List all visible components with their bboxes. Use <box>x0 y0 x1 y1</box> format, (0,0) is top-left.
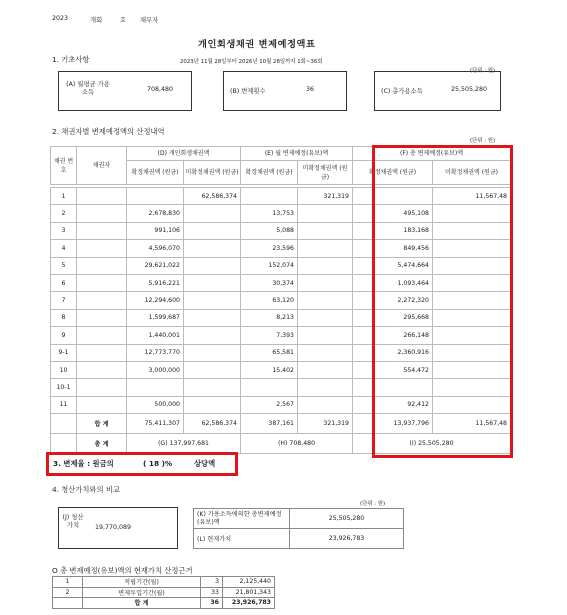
row-e-confirmed: 63,120 <box>241 292 298 309</box>
row-f-confirmed: 495,108 <box>353 205 433 222</box>
row-f-confirmed: 5,474,664 <box>353 257 433 274</box>
header-year: 2023 <box>52 15 69 22</box>
row-d-confirmed <box>127 188 184 205</box>
row-e-unconfirmed <box>298 257 353 274</box>
present-value-table <box>52 576 275 609</box>
section2-unit: (단위 : 원) <box>470 138 496 144</box>
row-f-confirmed: 266,148 <box>353 327 433 344</box>
repayment-rate-suffix: 상당액 <box>194 459 216 468</box>
row-no: 4 <box>51 240 77 257</box>
row-e-confirmed: 7,393 <box>241 327 298 344</box>
row-f-confirmed: 1,093,464 <box>353 274 433 291</box>
row-no: 3 <box>51 222 77 239</box>
header-group-f: (F) 총 변제예정(유보)액 <box>353 147 511 161</box>
row-e-unconfirmed <box>298 396 353 413</box>
row-e-unconfirmed <box>298 309 353 326</box>
header-court: 개회 <box>90 17 103 24</box>
section1-unit: (단위 : 원) <box>470 68 496 74</box>
box-b-label: (B) 변제횟수 <box>230 88 266 95</box>
box-l-label: (L) 현재가치 <box>194 529 290 549</box>
section2-title: 2. 채권자별 변제예정액의 산정내역 <box>52 127 165 136</box>
row-creditor <box>77 274 127 291</box>
header-col-no: 채권 번호 <box>51 147 77 185</box>
pv-sum-label: 합 계 <box>83 598 201 609</box>
sum-e2: 321,319 <box>298 414 353 434</box>
row-creditor <box>77 257 127 274</box>
row-e-unconfirmed <box>298 222 353 239</box>
box-k-value: 25,505,280 <box>290 509 404 529</box>
box-j-label: (J) 청산 가치 <box>62 514 84 529</box>
row-f-confirmed: 183,168 <box>353 222 433 239</box>
box-a-value: 708,480 <box>147 86 174 93</box>
header-col-creditor: 채권자 <box>77 147 127 185</box>
row-d-unconfirmed <box>184 396 241 413</box>
row-no: 1 <box>51 188 77 205</box>
row-e-confirmed: 152,074 <box>241 257 298 274</box>
row-f-confirmed: 2,272,320 <box>353 292 433 309</box>
row-no: 11 <box>51 396 77 413</box>
row-e-confirmed <box>241 188 298 205</box>
header-e-unconfirmed: 미확정채권액 (원금) <box>298 161 353 185</box>
box-a-label: (A) 월평균 가용소득 <box>66 81 110 96</box>
sum-label: 합 계 <box>77 414 127 434</box>
row-f-confirmed: 849,456 <box>353 240 433 257</box>
row-creditor <box>77 292 127 309</box>
row-d-confirmed: 29,621,022 <box>127 257 184 274</box>
box-b <box>223 71 347 111</box>
box-l-value: 23,926,783 <box>290 529 404 549</box>
row-e-confirmed: 2,567 <box>241 396 298 413</box>
doc-title: 개인회생채권 변제예정액표 <box>198 39 316 50</box>
pv-row2-label: 변제투입기간(월) <box>83 587 201 598</box>
sum-f1: 13,937,796 <box>353 414 433 434</box>
pv-row2-no: 2 <box>53 587 83 598</box>
row-e-confirmed: 30,374 <box>241 274 298 291</box>
row-f-confirmed: 554,472 <box>353 361 433 378</box>
section1-title: 1. 기초사항 <box>52 55 90 64</box>
row-f-confirmed: 92,412 <box>353 396 433 413</box>
box-c-label: (C) 총가용소득 <box>381 88 423 95</box>
pv-sum-v: 23,926,783 <box>223 598 275 609</box>
row-d-unconfirmed <box>184 205 241 222</box>
row-d-unconfirmed <box>184 379 241 396</box>
row-creditor <box>77 396 127 413</box>
box-j-value: 19,770,089 <box>95 524 132 531</box>
row-d-confirmed: 1,599,687 <box>127 309 184 326</box>
row-no: 5 <box>51 257 77 274</box>
sum-e1: 387,161 <box>241 414 298 434</box>
total-h: (H) 708,480 <box>241 434 353 454</box>
row-e-unconfirmed <box>298 379 353 396</box>
sum-d2: 62,586,374 <box>184 414 241 434</box>
row-e-unconfirmed <box>298 292 353 309</box>
sum-d1: 75,411,307 <box>127 414 184 434</box>
row-e-unconfirmed <box>298 274 353 291</box>
row-d-confirmed: 500,000 <box>127 396 184 413</box>
section1-period: 2023년 11월 28일부터 2026년 10월 28일까지 1회~36회 <box>180 59 323 65</box>
row-d-confirmed: 12,294,600 <box>127 292 184 309</box>
header-debtor: 채무자 <box>140 17 159 24</box>
row-no: 2 <box>51 205 77 222</box>
row-creditor <box>77 309 127 326</box>
row-d-confirmed: 3,000,000 <box>127 361 184 378</box>
header-f-unconfirmed: 미확정채권액 (원금) <box>433 161 511 185</box>
row-e-confirmed <box>241 379 298 396</box>
box-j <box>58 507 178 549</box>
row-e-confirmed: 65,581 <box>241 344 298 361</box>
header-d-confirmed: 확정채권액 (원금) <box>127 161 184 185</box>
row-d-confirmed: 12,773,770 <box>127 344 184 361</box>
row-no: 10-1 <box>51 379 77 396</box>
row-f-unconfirmed: 11,567,48 <box>433 188 511 205</box>
row-d-unconfirmed <box>184 344 241 361</box>
section4-unit: (단위 : 원) <box>360 501 386 507</box>
row-e-unconfirmed: 321,319 <box>298 188 353 205</box>
repayment-rate-value: ( 18 )% <box>143 459 173 468</box>
row-no: 8 <box>51 309 77 326</box>
header-d-unconfirmed: 미확정채권액 (원금) <box>184 161 241 185</box>
row-e-unconfirmed <box>298 344 353 361</box>
row-d-unconfirmed <box>184 274 241 291</box>
total-g: (G) 137,997,681 <box>127 434 241 454</box>
header-group-d: (D) 개인회생채권액 <box>127 147 241 161</box>
row-no: 6 <box>51 274 77 291</box>
row-d-unconfirmed <box>184 222 241 239</box>
row-creditor <box>77 344 127 361</box>
kl-table <box>193 508 404 549</box>
sum-f2: 11,567,48 <box>433 414 511 434</box>
header-e-confirmed: 확정채권액 (원금) <box>241 161 298 185</box>
row-e-confirmed: 23,596 <box>241 240 298 257</box>
header-f-confirmed: 확정채권액 (원금) <box>353 161 433 185</box>
row-e-confirmed: 15,402 <box>241 361 298 378</box>
pv-sum-n: 36 <box>201 598 223 609</box>
row-d-unconfirmed <box>184 257 241 274</box>
section5-title: O 총 변제예정(유보)액의 현재가치 산정근거 <box>52 566 193 575</box>
total-label: 총 계 <box>77 434 127 454</box>
row-no: 7 <box>51 292 77 309</box>
header-case-no: 호 <box>120 17 127 24</box>
pv-row1-label: 적립기간(월) <box>83 577 201 588</box>
row-e-confirmed: 13,753 <box>241 205 298 222</box>
pv-row1-n: 3 <box>201 577 223 588</box>
row-no: 10 <box>51 361 77 378</box>
row-d-confirmed: 2,678,830 <box>127 205 184 222</box>
row-d-confirmed: 5,916,221 <box>127 274 184 291</box>
row-d-unconfirmed <box>184 361 241 378</box>
row-e-unconfirmed <box>298 205 353 222</box>
pv-row1-v: 2,125,440 <box>223 577 275 588</box>
row-no: 9-1 <box>51 344 77 361</box>
section4-title: 4. 청산가치와의 비교 <box>52 485 120 494</box>
row-creditor <box>77 327 127 344</box>
row-d-unconfirmed <box>184 240 241 257</box>
row-d-confirmed: 4,596,070 <box>127 240 184 257</box>
row-d-unconfirmed <box>184 309 241 326</box>
row-e-unconfirmed <box>298 240 353 257</box>
box-c <box>374 71 501 111</box>
row-creditor <box>77 379 127 396</box>
repayment-rate-prefix: 3. 변제율 : 원금의 <box>53 459 114 468</box>
row-creditor <box>77 222 127 239</box>
row-e-confirmed: 5,088 <box>241 222 298 239</box>
box-a <box>58 71 192 111</box>
pv-row2-v: 21,801,343 <box>223 587 275 598</box>
box-k-label: (K) 가용소득에의한 총변제예정(유보)액 <box>194 509 290 529</box>
row-f-confirmed: 295,668 <box>353 309 433 326</box>
pv-row2-n: 33 <box>201 587 223 598</box>
highlight-f-column <box>372 145 513 458</box>
box-c-value: 25,505,280 <box>451 86 488 93</box>
pv-row1-no: 1 <box>53 577 83 588</box>
row-d-confirmed: 991,106 <box>127 222 184 239</box>
row-creditor <box>77 205 127 222</box>
row-e-unconfirmed <box>298 327 353 344</box>
row-d-confirmed: 1,440,001 <box>127 327 184 344</box>
row-d-unconfirmed <box>184 327 241 344</box>
row-creditor <box>77 361 127 378</box>
row-d-unconfirmed <box>184 292 241 309</box>
row-creditor <box>77 188 127 205</box>
box-b-value: 36 <box>306 86 315 93</box>
row-d-unconfirmed: 62,586,374 <box>184 188 241 205</box>
row-creditor <box>77 240 127 257</box>
row-e-confirmed: 8,213 <box>241 309 298 326</box>
total-i: (I) 25,505,280 <box>353 434 511 454</box>
row-no: 9 <box>51 327 77 344</box>
row-e-unconfirmed <box>298 361 353 378</box>
row-f-confirmed: 2,360,916 <box>353 344 433 361</box>
header-group-e: (E) 월 변제예정(유보)액 <box>241 147 353 161</box>
row-d-confirmed <box>127 379 184 396</box>
